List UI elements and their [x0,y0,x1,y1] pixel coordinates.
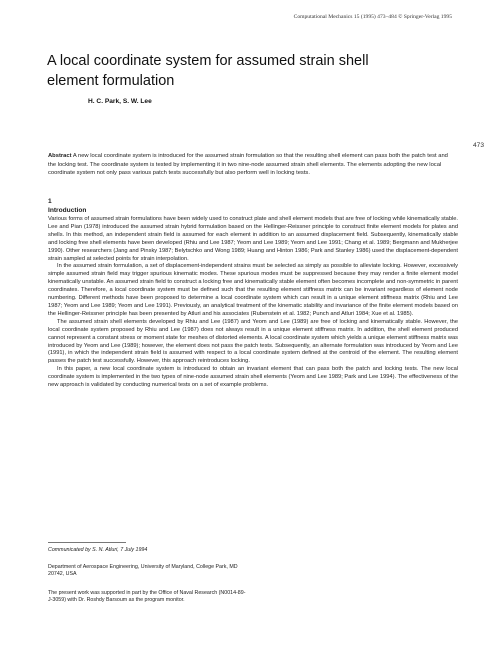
acknowledgment-note: The present work was supported in part by the Office of Naval Research (N0014-89-J-3059) with Dr. Roshdy Barsoum as the program monitor. [48,590,246,604]
page-number: 473 [472,142,484,149]
section-title: Introduction [48,207,87,214]
abstract-text: A new local coordinate system is introduced for the assumed strain formulation so that the resulting shell element can pass both the patch test and the locking test. The coordinate system is tested by implementing it in two nine-node assumed strain shell elements. The elements adopting the new local coordinate system not only pass various patch tests successfully but also perform well in locking tests. [48,153,448,177]
paper-authors: H. C. Park, S. W. Lee [88,98,152,105]
abstract [48,152,453,178]
introduction-section [48,197,458,390]
intro-paragraph-4: In this paper, a new local coordinate system is introduced to obtain an invariant element that can pass both the patch and locking tests. The new local coordinate system is implemented in the two types of nine-node assumed strain shell elements (Yeom and Lee 1989; Park and Lee 1994). The effectiveness of the new approach is validated by conducting numerical tests on a set of example problems. [48,366,458,389]
affiliation-note: Department of Aerospace Engineering, University of Maryland, College Park, MD 20742, USA [48,564,238,578]
intro-paragraph-2: In the assumed strain formulation, a set of displacement-independent strains must be selected as simply as possible to alleviate locking. However, excessively simple assumed strain field may trigger spurious kinematic modes. These spurious modes must be suppressed because they may render a finite element model kinematically unstable. An assumed strain field to construct a locking free and kinematically stable element often becomes incomplete and non-symmetric in parent coordinates. Therefore, a local coordinate system must be defined such that the resulting element stiffness matrix can be invariant regardless of element node numbering. Different methods have been proposed to determine a local coordinate system which can result in a unique element stiffness matrix (Rhiu and Lee 1987; Yeom and Lee 1989; Yeom and Lee 1991). Previously, an analytical treatment of the kinematic stability and invariance of the finite element models based on the Hellinger-Reissner principle has been presented by Atluri and his associates (Rubenstein et al. 1982; Punch and Atluri 1984; Xue et al. 1985). [48,263,458,317]
intro-paragraph-3: The assumed strain shell elements developed by Rhiu and Lee (1987) and Yeom and Lee (1989) are free of locking and kinematically stable. However, the local coordinate system proposed by Rhiu and Lee (1987) does not always result in a unique element stiffness matrix. In addition, the shell element produced cannot represent a constant stress or moment state for meshes of distorted elements. A local coordinate system which yields a unique element stiffness matrix was introduced by Yeom and Lee (1989); however, the element does not pass the patch tests. Subsequently, an alternate formulation was introduced by Yeom and Lee (1991), in which the independent strain field is assumed with respect to a local coordinate system defined at the centroid of the element. The resulting element passes the patch test successfully. However, this approach reintroduces locking. [48,318,458,365]
communicated-note: Communicated by S. N. Atluri, 7 July 1994 [48,547,148,553]
footnote-divider [48,542,126,543]
intro-paragraph-1: Various forms of assumed strain formulations have been widely used to construct plate and shell element models that are free of locking while kinematically stable. Lee and Pian (1978) introduced the assumed strain hybrid formulation based on the Hellinger-Reissner principle to construct finite element models for plates and shells. In this method, an independent strain field is assumed for each element in addition to an assumed displacement field. Subsequently, kinematically stable and locking free shell elements have been developed (Rhiu and Lee 1987; Yeom and Lee 1989; Yeom and Lee 1991; Chang et al. 1989; Bergmann and Mukherjee 1990). Other researchers (Jang and Pinsky 1987; Belytschko and Wong 1989; Huang and Hinton 1986; Park and Stanley 1986) used the displacement-dependent strain sampled at selected points for strain interpolation. [48,216,458,262]
abstract-label: Abstract [48,153,72,159]
paper-title: A local coordinate system for assumed strain shell element formulation [47,52,369,89]
journal-header: Computational Mechanics 15 (1995) 473–484 © Springer-Verlag 1995 [293,14,452,20]
section-number: 1 [48,198,52,205]
